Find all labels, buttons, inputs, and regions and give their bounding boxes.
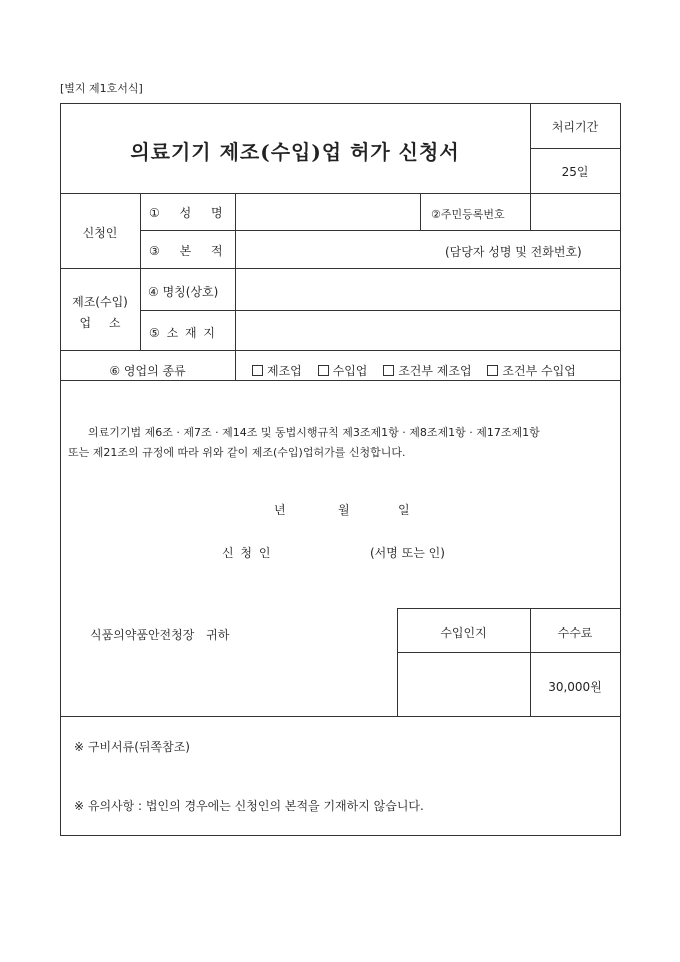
applicant-name-label: ① 성 명	[149, 206, 223, 220]
checkbox-icon	[383, 365, 394, 376]
business-name-label: ④ 명칭(상호)	[148, 285, 219, 299]
option-manufacture[interactable]: 제조업	[252, 364, 302, 378]
form-number-label: [별지 제1호서식]	[60, 82, 143, 95]
business-name-field[interactable]	[236, 269, 620, 309]
revenue-stamp-area[interactable]	[398, 653, 529, 715]
checkbox-icon	[487, 365, 498, 376]
checkbox-icon	[318, 365, 329, 376]
business-address-field[interactable]	[236, 311, 620, 349]
signature-note: (서명 또는 인)	[370, 546, 445, 560]
option-conditional-import[interactable]: 조건부 수입업	[487, 364, 575, 378]
business-address-label: ⑤ 소 재 지	[149, 326, 215, 340]
option-conditional-manufacture[interactable]: 조건부 제조업	[383, 364, 471, 378]
date-day: 일	[398, 503, 410, 517]
date-month: 월	[338, 503, 350, 517]
business-type-options	[252, 362, 576, 379]
caution-note: ※ 유의사항 : 법인의 경우에는 신청인의 본적을 기재하지 않습니다.	[74, 799, 424, 813]
business-group-label-1: 제조(수입)	[72, 295, 128, 309]
revenue-stamp-label: 수입인지	[440, 626, 487, 640]
resident-number-field[interactable]	[531, 194, 619, 229]
fee-label: 수수료	[557, 626, 593, 640]
statement-line-1: 의료기기법 제6조 · 제7조 · 제14조 및 동법시행규칙 제3조제1항 · 제8조제1항 · 제17조제1항	[88, 426, 540, 439]
business-group-label-2: 업 소	[79, 316, 121, 330]
form-title: 의료기기 제조(수입)업 허가 신청서	[130, 140, 460, 164]
option-import[interactable]: 수입업	[318, 364, 368, 378]
processing-period-value: 25일	[561, 165, 589, 179]
addressee: 식품의약품안전청장 귀하	[90, 628, 230, 642]
checkbox-icon	[252, 365, 263, 376]
applicant-group-label: 신청인	[82, 226, 118, 240]
statement-line-2: 또는 제21조의 규정에 따라 위와 같이 제조(수입)업허가를 신청합니다.	[68, 446, 406, 459]
signature-label: 신 청 인	[222, 546, 271, 560]
required-documents-note: ※ 구비서류(뒤쪽참조)	[74, 740, 190, 754]
resident-number-label: ②주민등록번호	[431, 208, 505, 221]
contact-note: (담당자 성명 및 전화번호)	[445, 245, 582, 259]
business-type-label: ⑥ 영업의 종류	[109, 364, 186, 378]
processing-period-label: 처리기간	[551, 120, 599, 134]
date-year: 년	[274, 503, 286, 517]
applicant-name-field[interactable]	[236, 194, 419, 229]
fee-value: 30,000원	[548, 680, 602, 694]
domicile-label: ③ 본 적	[149, 244, 223, 258]
